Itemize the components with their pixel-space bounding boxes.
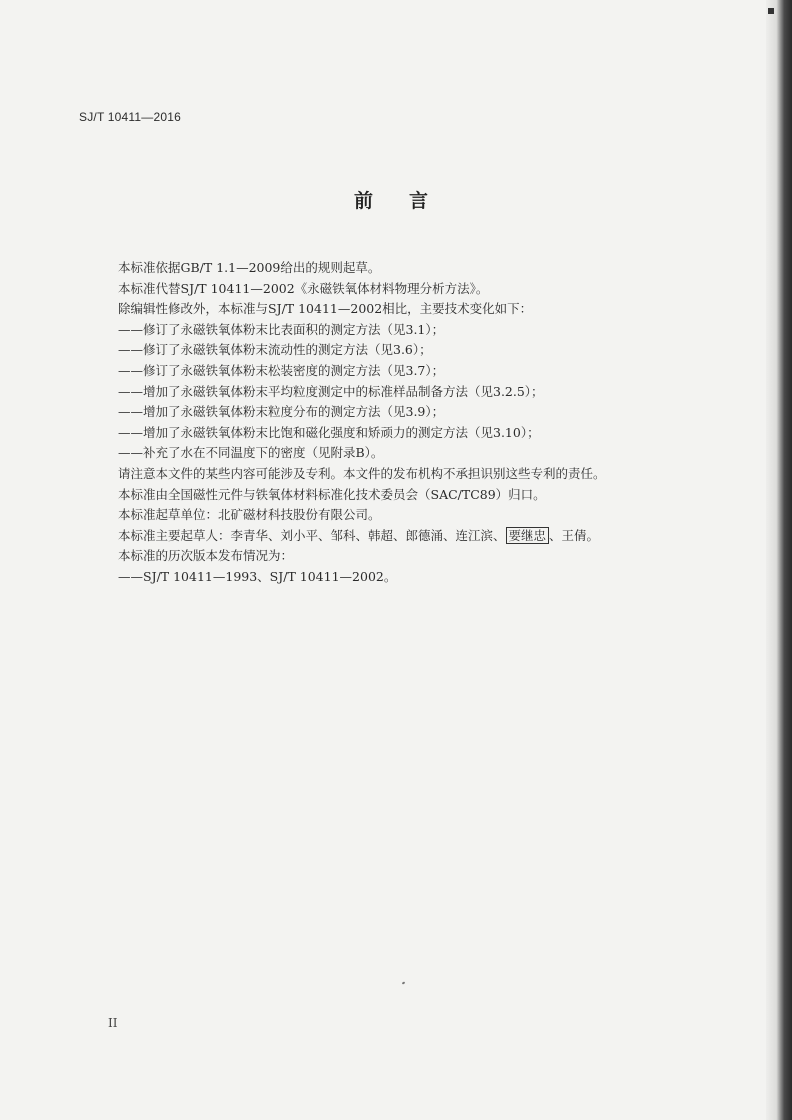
boxed-drafter-name: 要继忠 xyxy=(506,527,550,544)
history-intro: 本标准的历次版本发布情况为： xyxy=(118,548,294,564)
drafters-prefix: 本标准主要起草人：李青华、刘小平、邹科、韩超、郎德涌、连江滨、 xyxy=(118,527,506,543)
change-list-item: ——增加了永磁铁氧体粉末粒度分布的测定方法（见3.9）； xyxy=(118,404,445,420)
drafters-suffix: 、王倩。 xyxy=(549,527,600,543)
paragraph-line: 除编辑性修改外，本标准与SJ/T 10411—2002相比，主要技术变化如下： xyxy=(118,301,533,317)
scan-corner-mark xyxy=(768,8,774,14)
change-list-item: ——修订了永磁铁氧体粉末流动性的测定方法（见3.6）； xyxy=(118,342,432,358)
history-versions: ——SJ/T 10411—1993、SJ/T 10411—2002。 xyxy=(118,568,397,584)
drafting-organization: 本标准起草单位：北矿磁材科技股份有限公司。 xyxy=(118,507,381,523)
scan-binding-edge xyxy=(766,0,792,1120)
scan-speck xyxy=(402,981,406,984)
patent-notice: 请注意本文件的某些内容可能涉及专利。本文件的发布机构不承担识别这些专利的责任。 xyxy=(118,465,606,481)
change-list-item: ——补充了水在不同温度下的密度（见附录B）。 xyxy=(118,445,384,461)
page-title: 前言 xyxy=(353,190,464,212)
change-list-item: ——增加了永磁铁氧体粉末平均粒度测定中的标准样品制备方法（见3.2.5）； xyxy=(118,383,544,399)
change-list-item: ——增加了永磁铁氧体粉末比饱和磁化强度和矫顽力的测定方法（见3.10）； xyxy=(118,424,540,440)
standard-number: SJ/T 10411—2016 xyxy=(79,110,181,124)
foreword-body xyxy=(118,258,658,588)
change-list-item: ——修订了永磁铁氧体粉末比表面积的测定方法（见3.1）； xyxy=(118,321,445,337)
drafters-line xyxy=(118,526,658,547)
paragraph-line: 本标准代替SJ/T 10411—2002《永磁铁氧体材料物理分析方法》。 xyxy=(118,280,489,296)
paragraph-line: 本标准依据GB/T 1.1—2009给出的规则起草。 xyxy=(118,260,381,275)
change-list-item: ——修订了永磁铁氧体粉末松装密度的测定方法（见3.7）； xyxy=(118,362,445,378)
page-number: II xyxy=(108,1016,118,1030)
responsible-committee: 本标准由全国磁性元件与铁氧体材料标准化技术委员会（SAC/TC89）归口。 xyxy=(118,486,546,502)
